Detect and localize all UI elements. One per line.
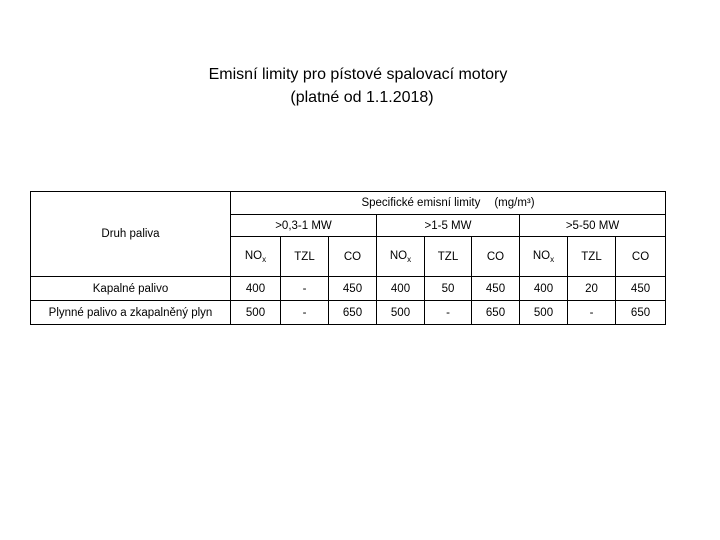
pollutant-header xyxy=(281,237,329,277)
power-range-header: >5-50 MW xyxy=(520,215,666,237)
limit-value-cell: - xyxy=(425,301,472,325)
pollutant-name: TZL xyxy=(581,250,602,263)
limit-value-cell: 650 xyxy=(616,301,666,325)
limit-value-cell: 450 xyxy=(616,277,666,301)
pollutant-name: CO xyxy=(343,250,362,263)
limit-value-cell: 650 xyxy=(472,301,520,325)
limit-value-cell: 650 xyxy=(329,301,377,325)
pollutant-header xyxy=(520,237,568,277)
limit-value-cell: - xyxy=(281,301,329,325)
fuel-type-header-label: Druh paliva xyxy=(101,228,160,240)
emission-limits-table xyxy=(30,191,666,325)
pollutant-name: TZL xyxy=(294,250,315,263)
pollutant-name: NO xyxy=(244,249,263,262)
limit-value-cell: 450 xyxy=(329,277,377,301)
limit-value-cell: - xyxy=(568,301,616,325)
limit-value-cell: 400 xyxy=(377,277,425,301)
pollutant-subscript: x xyxy=(550,254,555,264)
limit-value-cell: 400 xyxy=(520,277,568,301)
pollutant-header xyxy=(616,237,666,277)
pollutant-header xyxy=(472,237,520,277)
table-row xyxy=(31,301,666,325)
pollutant-subscript: x xyxy=(262,254,267,264)
power-range-header: >0,3-1 MW xyxy=(231,215,377,237)
limit-value-cell: 20 xyxy=(568,277,616,301)
pollutant-header xyxy=(568,237,616,277)
pollutant-name: CO xyxy=(631,250,650,263)
pollutant-header xyxy=(329,237,377,277)
power-range-header: >1-5 MW xyxy=(377,215,520,237)
pollutant-header xyxy=(425,237,472,277)
limit-value-cell: - xyxy=(281,277,329,301)
pollutant-name: NO xyxy=(389,249,408,262)
pollutant-header xyxy=(231,237,281,277)
fuel-type-cell: Kapalné palivo xyxy=(31,277,231,301)
limit-value-cell: 400 xyxy=(231,277,281,301)
pollutant-header xyxy=(377,237,425,277)
specific-limits-header xyxy=(231,192,666,215)
pollutant-name: CO xyxy=(486,250,505,263)
specific-limits-label: Specifické emisní limity xyxy=(361,197,481,209)
limit-value-cell: 500 xyxy=(231,301,281,325)
pollutant-name: NO xyxy=(532,249,551,262)
limit-value-cell: 50 xyxy=(425,277,472,301)
limit-value-cell: 500 xyxy=(520,301,568,325)
page-subtitle: (platné od 1.1.2018) xyxy=(290,89,434,106)
pollutant-subscript: x xyxy=(407,254,412,264)
specific-limits-unit: (mg/m³) xyxy=(494,197,535,209)
table-row xyxy=(31,277,666,301)
pollutant-name: TZL xyxy=(437,250,459,263)
fuel-type-cell: Plynné palivo a zkapalněný plyn xyxy=(31,301,231,325)
limit-value-cell: 450 xyxy=(472,277,520,301)
fuel-type-header xyxy=(31,192,231,277)
page-title: Emisní limity pro pístové spalovací motory xyxy=(208,66,508,83)
limit-value-cell: 500 xyxy=(377,301,425,325)
